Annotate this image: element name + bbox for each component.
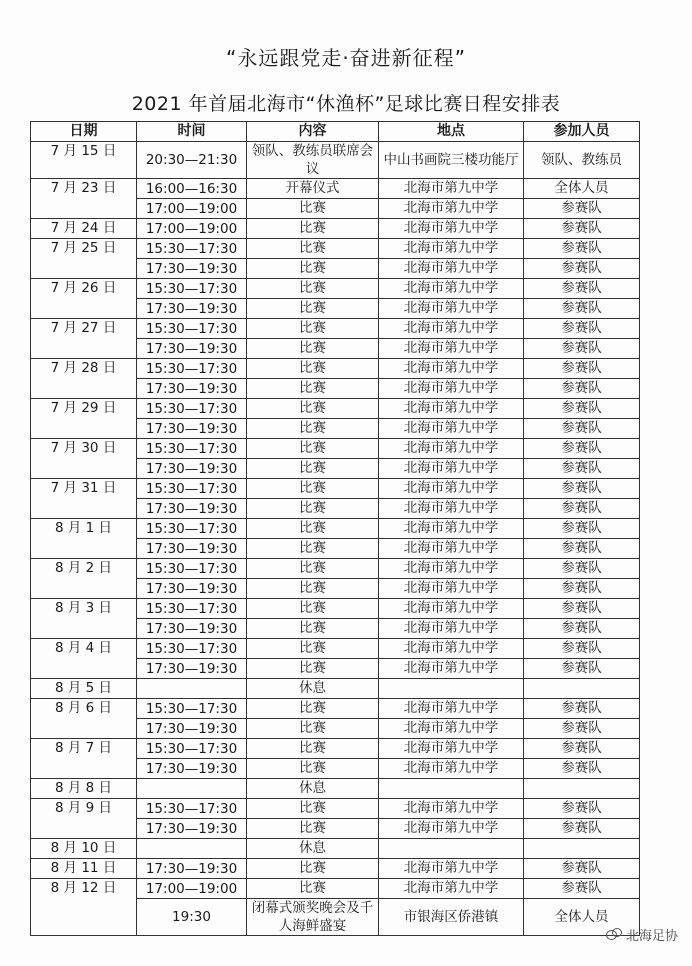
time-cell: 15:30—17:30 [137, 239, 247, 259]
date-cell: 7 月 25 日 [31, 239, 137, 279]
content-cell: 比赛 [247, 339, 379, 359]
table-row [31, 679, 640, 699]
people-cell: 参赛队 [524, 379, 640, 399]
date-cell: 7 月 15 日 [31, 142, 137, 179]
content-cell: 比赛 [247, 439, 379, 459]
date-cell: 7 月 23 日 [31, 179, 137, 219]
people-cell: 参赛队 [524, 759, 640, 779]
content-cell: 比赛 [247, 659, 379, 679]
place-cell: 北海市第九中学 [379, 459, 524, 479]
place-cell: 北海市第九中学 [379, 659, 524, 679]
time-cell: 15:30—17:30 [137, 319, 247, 339]
content-cell: 比赛 [247, 819, 379, 839]
time-cell: 17:00—19:00 [137, 879, 247, 899]
place-cell: 北海市第九中学 [379, 479, 524, 499]
people-cell: 参赛队 [524, 419, 640, 439]
table-row [31, 879, 640, 899]
people-cell: 参赛队 [524, 699, 640, 719]
date-cell: 8 月 12 日 [31, 879, 137, 936]
place-cell: 北海市第九中学 [379, 339, 524, 359]
date-cell: 8 月 4 日 [31, 639, 137, 679]
content-cell: 比赛 [247, 399, 379, 419]
content-cell: 比赛 [247, 199, 379, 219]
time-cell: 16:00—16:30 [137, 179, 247, 199]
date-cell: 8 月 11 日 [31, 859, 137, 879]
people-cell: 参赛队 [524, 799, 640, 819]
column-header-time: 时间 [137, 122, 247, 142]
date-cell: 8 月 7 日 [31, 739, 137, 779]
people-cell: 参赛队 [524, 579, 640, 599]
place-cell: 北海市第九中学 [379, 519, 524, 539]
place-cell: 北海市第九中学 [379, 399, 524, 419]
time-cell: 17:30—19:30 [137, 499, 247, 519]
time-cell: 17:00—19:00 [137, 199, 247, 219]
time-cell: 15:30—17:30 [137, 599, 247, 619]
date-cell: 8 月 9 日 [31, 799, 137, 839]
people-cell [524, 779, 640, 799]
place-cell: 北海市第九中学 [379, 179, 524, 199]
table-row [31, 439, 640, 459]
people-cell: 参赛队 [524, 219, 640, 239]
place-cell: 北海市第九中学 [379, 199, 524, 219]
place-cell: 中山书画院三楼功能厅 [379, 142, 524, 179]
time-cell: 17:30—19:30 [137, 339, 247, 359]
table-row [31, 519, 640, 539]
date-cell: 7 月 31 日 [31, 479, 137, 519]
place-cell: 北海市第九中学 [379, 799, 524, 819]
people-cell: 参赛队 [524, 339, 640, 359]
people-cell: 参赛队 [524, 439, 640, 459]
date-cell: 8 月 8 日 [31, 779, 137, 799]
time-cell: 15:30—17:30 [137, 279, 247, 299]
people-cell: 参赛队 [524, 739, 640, 759]
people-cell: 参赛队 [524, 459, 640, 479]
people-cell: 领队、教练员 [524, 142, 640, 179]
time-cell: 15:30—17:30 [137, 559, 247, 579]
place-cell: 北海市第九中学 [379, 619, 524, 639]
time-cell: 20:30—21:30 [137, 142, 247, 179]
place-cell: 北海市第九中学 [379, 259, 524, 279]
content-cell: 比赛 [247, 379, 379, 399]
table-row [31, 319, 640, 339]
column-header-content: 内容 [247, 122, 379, 142]
wechat-icon [606, 928, 622, 942]
people-cell: 参赛队 [524, 199, 640, 219]
place-cell: 北海市第九中学 [379, 579, 524, 599]
place-cell: 北海市第九中学 [379, 279, 524, 299]
table-row [31, 699, 640, 719]
content-cell: 比赛 [247, 879, 379, 899]
content-cell: 比赛 [247, 499, 379, 519]
time-cell: 17:30—19:30 [137, 259, 247, 279]
content-cell: 比赛 [247, 539, 379, 559]
time-cell: 17:30—19:30 [137, 579, 247, 599]
table-header-row [31, 122, 640, 142]
place-cell [379, 839, 524, 859]
date-cell: 7 月 30 日 [31, 439, 137, 479]
place-cell: 北海市第九中学 [379, 559, 524, 579]
content-cell: 比赛 [247, 699, 379, 719]
content-cell: 休息 [247, 679, 379, 699]
time-cell: 15:30—17:30 [137, 359, 247, 379]
people-cell: 参赛队 [524, 399, 640, 419]
time-cell: 17:30—19:30 [137, 719, 247, 739]
time-cell [137, 679, 247, 699]
page-title: 2021 年首届北海市“休渔杯”足球比赛日程安排表 [131, 93, 561, 115]
table-row [31, 142, 640, 179]
people-cell: 参赛队 [524, 279, 640, 299]
people-cell: 参赛队 [524, 659, 640, 679]
date-cell: 7 月 28 日 [31, 359, 137, 399]
content-cell: 比赛 [247, 299, 379, 319]
time-cell: 15:30—17:30 [137, 479, 247, 499]
date-cell: 8 月 10 日 [31, 839, 137, 859]
time-cell: 17:30—19:30 [137, 299, 247, 319]
content-cell: 比赛 [247, 859, 379, 879]
content-cell: 比赛 [247, 239, 379, 259]
people-cell: 参赛队 [524, 639, 640, 659]
content-cell: 休息 [247, 839, 379, 859]
place-cell: 北海市第九中学 [379, 499, 524, 519]
place-cell: 北海市第九中学 [379, 819, 524, 839]
content-cell: 比赛 [247, 419, 379, 439]
content-cell: 领队、教练员联席会议 [247, 142, 379, 179]
table-row [31, 639, 640, 659]
time-cell: 15:30—17:30 [137, 439, 247, 459]
watermark [606, 925, 678, 944]
content-cell: 比赛 [247, 759, 379, 779]
place-cell: 市银海区侨港镇 [379, 899, 524, 936]
place-cell: 北海市第九中学 [379, 359, 524, 379]
people-cell: 参赛队 [524, 259, 640, 279]
content-cell: 开幕仪式 [247, 179, 379, 199]
column-header-people: 参加人员 [524, 122, 640, 142]
content-cell: 比赛 [247, 599, 379, 619]
place-cell: 北海市第九中学 [379, 599, 524, 619]
table-row [31, 479, 640, 499]
place-cell: 北海市第九中学 [379, 759, 524, 779]
content-cell: 比赛 [247, 519, 379, 539]
table-row [31, 239, 640, 259]
time-cell: 17:30—19:30 [137, 539, 247, 559]
content-cell: 比赛 [247, 459, 379, 479]
time-cell [137, 839, 247, 859]
time-cell: 17:30—19:30 [137, 759, 247, 779]
content-cell: 比赛 [247, 259, 379, 279]
people-cell: 全体人员 [524, 899, 640, 936]
time-cell: 15:30—17:30 [137, 519, 247, 539]
table-row [31, 739, 640, 759]
people-cell: 参赛队 [524, 619, 640, 639]
content-cell: 比赛 [247, 559, 379, 579]
time-cell: 17:30—19:30 [137, 419, 247, 439]
place-cell: 北海市第九中学 [379, 699, 524, 719]
content-cell: 比赛 [247, 739, 379, 759]
content-cell: 比赛 [247, 279, 379, 299]
content-cell: 比赛 [247, 799, 379, 819]
table-row [31, 179, 640, 199]
people-cell: 参赛队 [524, 819, 640, 839]
place-cell: 北海市第九中学 [379, 639, 524, 659]
table-row [31, 359, 640, 379]
place-cell: 北海市第九中学 [379, 859, 524, 879]
place-cell [379, 679, 524, 699]
people-cell: 参赛队 [524, 239, 640, 259]
content-cell: 比赛 [247, 639, 379, 659]
schedule-table [30, 121, 640, 936]
people-cell: 参赛队 [524, 519, 640, 539]
table-row [31, 559, 640, 579]
place-cell: 北海市第九中学 [379, 419, 524, 439]
date-cell: 8 月 3 日 [31, 599, 137, 639]
place-cell: 北海市第九中学 [379, 539, 524, 559]
content-cell: 休息 [247, 779, 379, 799]
table-row [31, 779, 640, 799]
column-header-date: 日期 [31, 122, 137, 142]
content-cell: 比赛 [247, 479, 379, 499]
people-cell: 全体人员 [524, 179, 640, 199]
people-cell [524, 839, 640, 859]
time-cell: 17:30—19:30 [137, 459, 247, 479]
date-cell: 8 月 2 日 [31, 559, 137, 599]
schedule-body [31, 142, 640, 936]
place-cell [379, 779, 524, 799]
place-cell: 北海市第九中学 [379, 439, 524, 459]
content-cell: 比赛 [247, 359, 379, 379]
people-cell: 参赛队 [524, 599, 640, 619]
time-cell: 15:30—17:30 [137, 739, 247, 759]
content-cell: 比赛 [247, 579, 379, 599]
table-row [31, 279, 640, 299]
place-cell: 北海市第九中学 [379, 299, 524, 319]
table-row [31, 799, 640, 819]
table-row [31, 219, 640, 239]
content-cell: 闭幕式颁奖晚会及千人海鲜盛宴 [247, 899, 379, 936]
date-cell: 7 月 26 日 [31, 279, 137, 319]
table-row [31, 399, 640, 419]
time-cell: 17:30—19:30 [137, 859, 247, 879]
content-cell: 比赛 [247, 319, 379, 339]
time-cell [137, 779, 247, 799]
date-cell: 8 月 6 日 [31, 699, 137, 739]
people-cell: 参赛队 [524, 539, 640, 559]
place-cell: 北海市第九中学 [379, 739, 524, 759]
place-cell: 北海市第九中学 [379, 319, 524, 339]
time-cell: 17:30—19:30 [137, 379, 247, 399]
place-cell: 北海市第九中学 [379, 379, 524, 399]
time-cell: 17:30—19:30 [137, 659, 247, 679]
people-cell: 参赛队 [524, 359, 640, 379]
table-row [31, 599, 640, 619]
place-cell: 北海市第九中学 [379, 219, 524, 239]
time-cell: 15:30—17:30 [137, 799, 247, 819]
date-cell: 8 月 5 日 [31, 679, 137, 699]
time-cell: 17:30—19:30 [137, 819, 247, 839]
place-cell: 北海市第九中学 [379, 879, 524, 899]
people-cell [524, 679, 640, 699]
table-row [31, 839, 640, 859]
date-cell: 7 月 29 日 [31, 399, 137, 439]
content-cell: 比赛 [247, 619, 379, 639]
content-cell: 比赛 [247, 719, 379, 739]
table-row [31, 859, 640, 879]
people-cell: 参赛队 [524, 479, 640, 499]
watermark-text: 北海足协 [625, 929, 678, 944]
time-cell: 17:30—19:30 [137, 619, 247, 639]
slogan: “永远跟党走·奋进新征程” [225, 46, 467, 70]
date-cell: 8 月 1 日 [31, 519, 137, 559]
people-cell: 参赛队 [524, 879, 640, 899]
place-cell: 北海市第九中学 [379, 719, 524, 739]
people-cell: 参赛队 [524, 319, 640, 339]
people-cell: 参赛队 [524, 499, 640, 519]
place-cell: 北海市第九中学 [379, 239, 524, 259]
time-cell: 19:30 [137, 899, 247, 936]
content-cell: 比赛 [247, 219, 379, 239]
people-cell: 参赛队 [524, 559, 640, 579]
people-cell: 参赛队 [524, 299, 640, 319]
people-cell: 参赛队 [524, 719, 640, 739]
date-cell: 7 月 27 日 [31, 319, 137, 359]
time-cell: 15:30—17:30 [137, 399, 247, 419]
time-cell: 15:30—17:30 [137, 639, 247, 659]
time-cell: 15:30—17:30 [137, 699, 247, 719]
time-cell: 17:00—19:00 [137, 219, 247, 239]
date-cell: 7 月 24 日 [31, 219, 137, 239]
column-header-place: 地点 [379, 122, 524, 142]
people-cell: 参赛队 [524, 859, 640, 879]
